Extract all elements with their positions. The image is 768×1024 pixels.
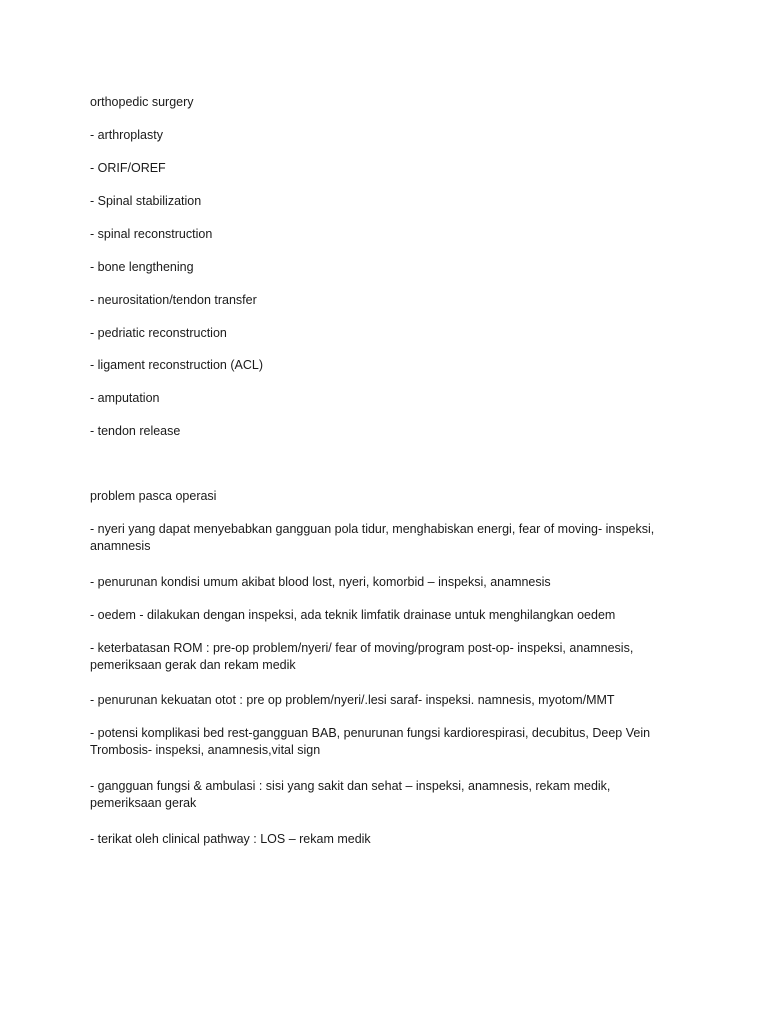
list-item: - amputation <box>90 391 160 405</box>
section-heading-orthopedic-surgery: orthopedic surgery <box>90 95 194 109</box>
list-item: - arthroplasty <box>90 128 163 142</box>
section-heading-problem-pasca-operasi: problem pasca operasi <box>90 489 217 503</box>
list-item: - pedriatic reconstruction <box>90 326 227 340</box>
list-item: - tendon release <box>90 424 181 438</box>
list-item: - Spinal stabilization <box>90 194 202 208</box>
list-item: - ORIF/OREF <box>90 161 166 175</box>
list-item: - ligament reconstruction (ACL) <box>90 358 263 372</box>
list-item: - penurunan kondisi umum akibat blood lost, nyeri, komorbid – inspeksi, anamnesis <box>90 575 551 589</box>
list-item: - neurositation/tendon transfer <box>90 293 257 307</box>
list-item: - bone lengthening <box>90 260 194 274</box>
list-item: - nyeri yang dapat menyebabkan gangguan pola tidur, menghabiskan energi, fear of moving- inspeksi, anamnesis <box>90 522 655 553</box>
list-item: - penurunan kekuatan otot : pre op problem/nyeri/.lesi saraf- inspeksi. namnesis, myotom/MMT <box>90 693 615 707</box>
list-item: - potensi komplikasi bed rest-gangguan BAB, penurunan fungsi kardiorespirasi, decubitus, Deep Vein Trombosis- inspeksi, anamnesis,vital sign <box>90 726 651 757</box>
list-item: - spinal reconstruction <box>90 227 213 241</box>
list-item: - keterbatasan ROM : pre-op problem/nyeri/ fear of moving/program post-op- inspeksi, anamnesis, pemeriksaan gerak dan rekam medik <box>90 641 634 672</box>
list-item: - oedem - dilakukan dengan inspeksi, ada teknik limfatik drainase untuk menghilangkan oedem <box>90 608 616 622</box>
list-item: - gangguan fungsi & ambulasi : sisi yang sakit dan sehat – inspeksi, anamnesis, rekam medik, pemeriksaan gerak <box>90 779 611 810</box>
list-item: - terikat oleh clinical pathway : LOS – rekam medik <box>90 832 371 846</box>
